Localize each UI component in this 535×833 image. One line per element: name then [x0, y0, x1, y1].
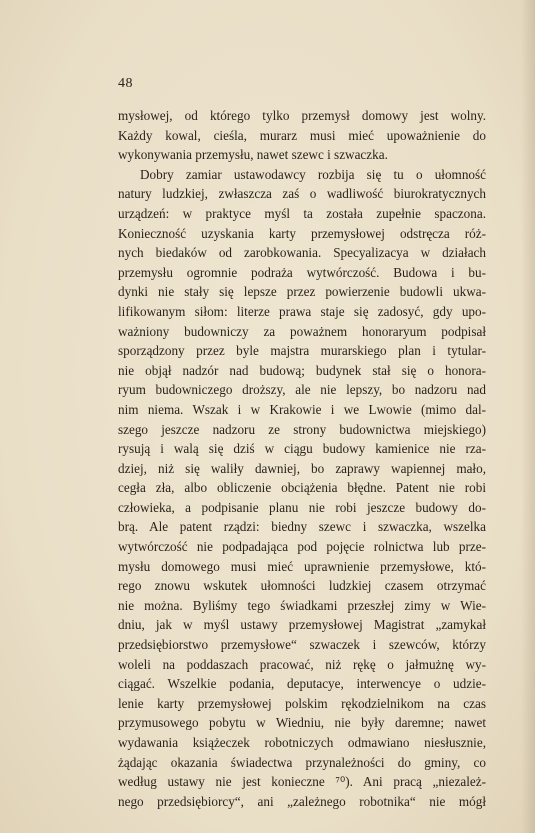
text-line: dynki nie stały się lepsze przez powierzenie budowli ukwa- — [118, 284, 486, 300]
text-line: ryum budowniczego droższy, ale nie lepszy, bo nadzoru nad — [118, 382, 486, 398]
text-line: ciągać. Wszelkie podania, deputacye, interwencye o udzie- — [118, 676, 486, 692]
text-line: Każdy kowal, cieśla, murarz musi mieć upoważnienie do — [118, 127, 486, 143]
text-line: cegła zła, albo obliczenie obciążenia błędne. Patent nie robi — [118, 480, 486, 496]
body-text — [118, 106, 486, 811]
text-line: szego jeszcze nadzoru ze strony budownictwa miejskiego) — [118, 421, 486, 437]
text-line: nego przedsiębiorcy“, ani „zależnego robotnika“ nie mógł — [118, 793, 486, 809]
text-line: Dobry zamiar ustawodawcy rozbija się tu o ułomność — [140, 166, 486, 182]
text-line: sporządzony przez byle majstra murarskiego plan i tytular- — [118, 343, 486, 359]
text-line: mysłu domowego musi mieć uprawnienie przemysłowe, któ- — [118, 558, 486, 574]
text-line: przymusowego pobytu w Wiedniu, nie były daremne; nawet — [118, 715, 486, 731]
text-line: przemysłu ogromnie podraża wytwórczość. Budowa i bu- — [118, 264, 486, 280]
text-line: dziej, niż się waliły dawniej, bo zaprawy wapiennej mało, — [118, 460, 486, 476]
page-edge-shadow — [521, 0, 535, 833]
text-line: Konieczność uzyskania karty przemysłowej odstręcza róż- — [118, 225, 486, 241]
text-line: wytwórczość nie podpadająca pod pojęcie rolnictwa lub prze- — [118, 539, 486, 555]
text-line: mysłowej, od którego tylko przemysł domowy jest wolny. — [118, 108, 486, 123]
text-line: przedsiębiorstwo przemysłowe“ szwaczek i szewców, którzy — [118, 637, 486, 653]
text-line: wydawania książeczek robotniczych odmawiano niesłusznie, — [118, 735, 486, 750]
text-line: rego znowu wskutek ułomności ludzkiej czasem otrzymać — [118, 578, 486, 594]
page-number: 48 — [118, 76, 133, 91]
text-line: rysują i walą się dziś w ciągu budowy kamienice nie rza- — [118, 441, 486, 457]
text-line: urządzeń: w praktyce myśl ta została zupełnie spaczona. — [118, 205, 486, 221]
text-line: dniu, jak w myśl ustawy przemysłowej Magistrat „zamykał — [118, 617, 486, 633]
text-line: woleli na poddaszach pracować, niż rękę o jałmużnę wy- — [118, 656, 486, 672]
text-line: lifikowanym siłom: literze prawa staje się zadosyć, gdy upo- — [118, 303, 486, 319]
text-line: człowieka, a podpisanie planu nie robi jeszcze budowy do- — [118, 499, 486, 515]
text-line: nych biedaków od zarobkowania. Specyalizacya w działach — [118, 245, 486, 261]
text-line: lenie karty przemysłowej polskim rękodzielnikom na czas — [118, 695, 486, 711]
text-line: nie można. Byliśmy tego świadkami przeszłej zimy w Wie- — [118, 597, 486, 613]
text-line: brą. Ale patent rządzi: biedny szewc i szwaczka, wszelka — [118, 519, 486, 535]
text-line: według ustawy nie jest konieczne ⁷⁰). Ani pracą „niezależ- — [118, 774, 486, 790]
text-line: nie objął nadzór nad budową; budynek stał się o honora- — [118, 362, 486, 378]
text-line: nim niema. Wszak i w Krakowie i we Lwowie (mimo dal- — [118, 401, 486, 417]
text-line: żądając okazania świadectwa przynależności do gminy, co — [118, 754, 486, 770]
text-line: wykonywania przemysłu, nawet szewc i szwaczka. — [118, 147, 388, 163]
text-line: ważniony budowniczy za poważnem honoraryum podpisał — [118, 323, 486, 339]
text-line: natury ludzkiej, zwłaszcza zaś o wadliwość biurokratycznych — [118, 186, 486, 202]
